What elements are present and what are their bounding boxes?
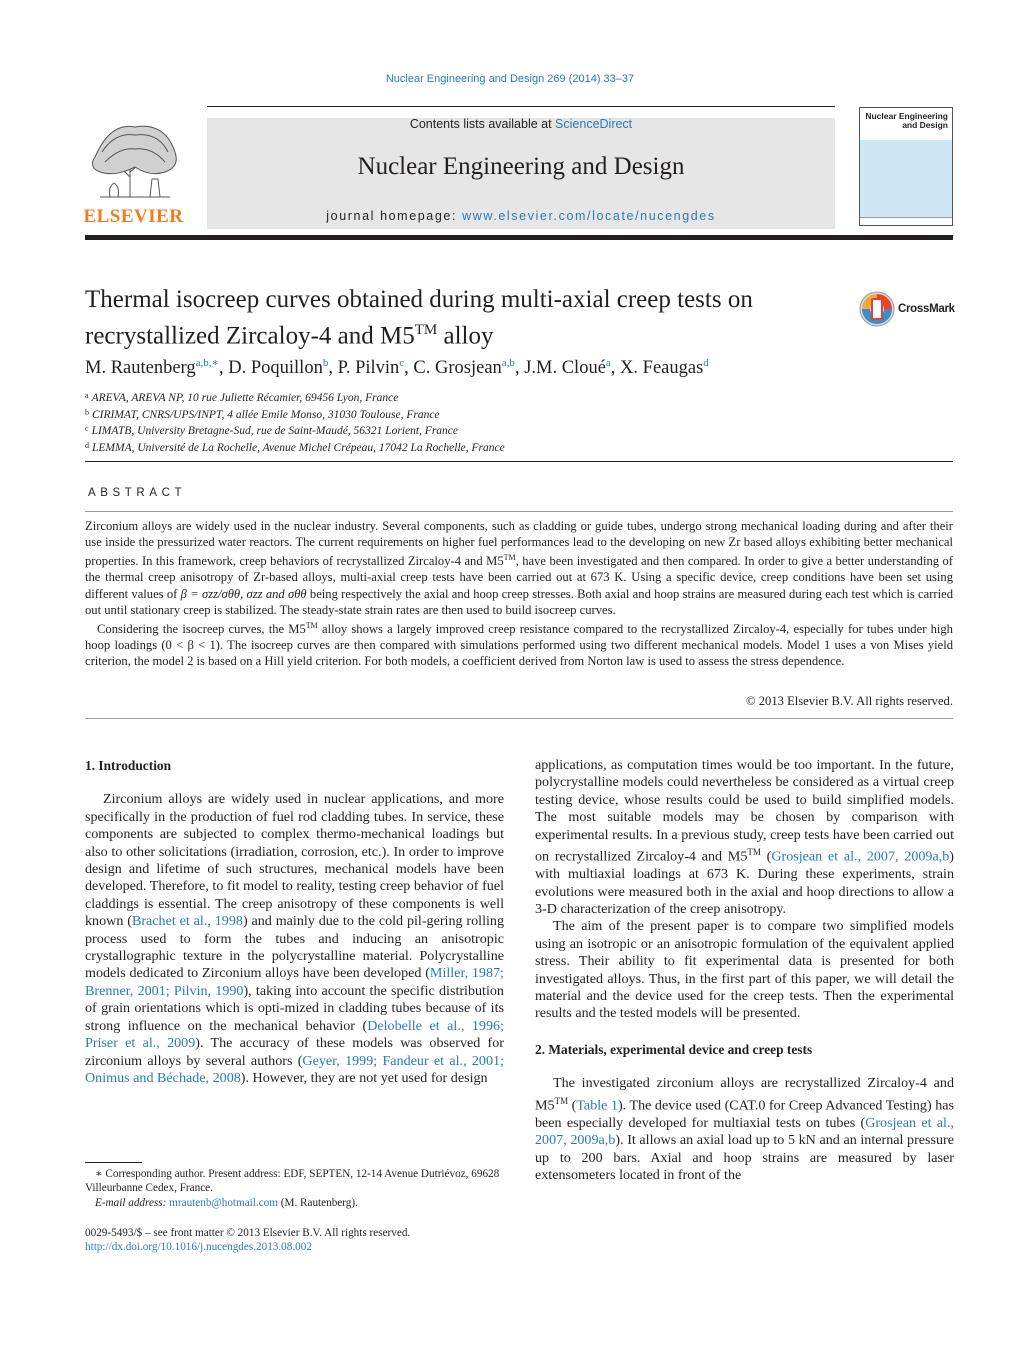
body-column-left	[85, 757, 504, 1087]
author[interactable]: X. Feaugas	[620, 358, 704, 378]
article-title: Thermal isocreep curves obtained during multi-axial creep tests on recrystallized Zircaloy-4 and M5™ alloy	[85, 286, 753, 350]
section-heading: 1. Introduction	[85, 758, 172, 773]
crossmark-badge[interactable]	[858, 290, 958, 330]
abstract-copyright: © 2013 Elsevier B.V. All rights reserved.	[746, 694, 953, 708]
citation-link[interactable]: Table 1	[576, 1097, 618, 1114]
body-paragraph: The aim of the present paper is to compare two simplified models using an isotropic or an anisotropic formulation of the equivalent applied stress. Their ability to fit experimental data is presented for both investigated alloys. Thus, in the first part of this paper, we will detail the material and the device used for the creep tests. Then the experimental results and the tested models will be presented.	[535, 918, 954, 1022]
abstract-body	[85, 518, 953, 669]
crossmark-label: CrossMark	[898, 303, 955, 315]
journal-cover-thumbnail[interactable]	[859, 107, 953, 226]
affiliation: $^b$ CIRIMAT, CNRS/UPS/INPT, 4 allée Emile Monso, 31030 Toulouse, France	[85, 407, 440, 421]
journal-citation[interactable]: Nuclear Engineering and Design 269 (2014) 33–37	[385, 73, 635, 85]
email-link[interactable]: mrautenb@hotmail.com	[169, 1196, 278, 1209]
author-affil-mark[interactable]: b	[322, 357, 329, 369]
author-affil-mark[interactable]: a,b	[501, 357, 515, 369]
citation-link[interactable]: Miller, 1987; Brenner, 2001; Pilvin, 1990	[85, 965, 504, 999]
footnote-rule	[85, 1162, 142, 1163]
journal-homepage-line	[207, 209, 835, 223]
header-thick-rule	[85, 235, 953, 240]
issn-block	[85, 1226, 505, 1255]
author[interactable]: C. Grosjean	[413, 358, 502, 378]
homepage-prefix: journal homepage:	[326, 209, 463, 223]
citation-link[interactable]: Geyer, 1999; Fandeur et al., 2001; Onimus and Béchade, 2008	[85, 1052, 504, 1086]
author-affil-mark[interactable]: c	[399, 357, 405, 369]
doi-link[interactable]: http://dx.doi.org/10.1016/j.nucengdes.2013.08.002	[85, 1241, 312, 1254]
cover-footer	[860, 217, 952, 225]
citation-link[interactable]: Grosjean et al., 2007, 2009a,b	[771, 848, 950, 865]
cover-title: Nuclear Engineering and Design	[865, 111, 948, 130]
affiliation: $^c$ LIMATB, University Bretagne-Sud, rue de Saint-Maudé, 56321 Lorient, France	[85, 424, 459, 438]
section-heading: 2. Materials, experimental device and creep tests	[535, 1041, 813, 1057]
citation-link[interactable]: Grosjean et al., 2007, 2009a,b	[535, 1114, 954, 1149]
affiliation: $^a$ AREVA, AREVA NP, 10 rue Juliette Récamier, 69456 Lyon, France	[85, 391, 399, 404]
author-affil-mark[interactable]: a	[605, 357, 611, 369]
citation-link[interactable]: Brachet et al., 1998	[131, 913, 243, 930]
abstract-paragraph: Zirconium alloys are widely used in the nuclear industry. Several components, such as cladding or guide tubes, undergo strong mechanical loading during and after their use inside the pressurized water reactors. The current requirements on higher fuel performances lead to the developing on new Zr based alloys exhibiting better mechanical properties. In this framework, creep behaviors of recrystallized Zircaloy-4 and M5™, have been investigated and then compared. In order to give a better understanding of the thermal creep anisotropy of Zr-based alloys, multi-axial creep tests have been carried out at 673 K. Using a specific device, creep conditions have been set using different values of β = σzz/σθθ, σzz and σθθ being respectively the axial and hoop creep stresses. Both axial and hoop strains are measured during each test which is carried out until stationary creep is stabilized. The steady-state strain rates are then used to build isocreep curves.	[85, 519, 954, 617]
author[interactable]: J.M. Cloué	[524, 358, 606, 378]
author-list: M. Rautenberg$^{a,b,∗}$, D. Poquillon$^b$, P. Pilvin$^c$, C. Grosjean$^{a,b}$, J.M. Cloué$^a$, X. Feaugas$^d$	[85, 357, 709, 378]
corresponding-footnote: ∗ Corresponding author. Present address: EDF, SEPTEN, 12-14 Avenue Dutriévoz, 69628 Villeurbanne Cedex, France. E-mail address: mrautenb@hotmail.com (M. Rautenberg).	[85, 1167, 505, 1210]
journal-name: Nuclear Engineering and Design	[357, 153, 685, 180]
body-paragraph: applications, as computation times would be too important. In the future, polycrystalline models could nevertheless be considered as a virtual creep testing device, whose results could be used to build simplified models. The most suitable models may be chosen by comparison with experimental results. In a previous study, creep tests have been carried out on recrystallized Zircaloy-4 and M5™ (Grosjean et al., 2007, 2009a,b) with multiaxial loadings at 673 K. During these experiments, strain evolutions were measured both in the axial and hoop directions to allow a 3-D characterization of the creep anisotropy.	[535, 757, 954, 917]
corresponding-author-note: ∗ Corresponding author. Present address: EDF, SEPTEN, 12-14 Avenue Dutriévoz, 69628 Villeurbanne Cedex, France.	[85, 1168, 500, 1195]
elsevier-wordmark: ELSEVIER	[83, 206, 184, 227]
affiliation-list	[85, 389, 955, 455]
header-top-rule	[207, 106, 835, 107]
abstract-paragraph: Considering the isocreep curves, the M5™ alloy shows a largely improved creep resistance compared to the recrystallized Zircaloy-4, especially for tubes under high hoop loadings (0 < β < 1). The isocreep curves are then compared with simulations performed using two different mechanical models. Model 1 uses a von Mises yield criterion, the model 2 is based on a Hill yield criterion. For both models, a coefficient derived from Norton law is used to assess the stress dependence.	[85, 620, 953, 669]
citation-link[interactable]: Delobelle et al., 1996; Priser et al., 2009	[85, 1017, 504, 1052]
body-column-right	[535, 757, 954, 1184]
abstract-heading: ABSTRACT	[88, 487, 187, 499]
affiliation: $^d$ LEMMA, Université de La Rochelle, Avenue Michel Crépeau, 17042 La Rochelle, France	[85, 440, 505, 454]
crossmark-icon	[858, 290, 896, 328]
cover-image	[860, 140, 952, 217]
divider	[85, 511, 953, 512]
author-affil-mark[interactable]: a,b,∗	[195, 357, 219, 369]
contents-line	[207, 117, 835, 131]
author[interactable]: M. Rautenberg	[85, 358, 196, 378]
cover-header	[860, 108, 952, 140]
superscript: TM	[747, 847, 761, 858]
email-label: E-mail address:	[95, 1196, 170, 1209]
author-affil-mark[interactable]: d	[703, 357, 709, 369]
superscript: TM	[554, 1095, 569, 1106]
sciencedirect-link[interactable]: ScienceDirect	[555, 117, 633, 131]
issn-line: 0029-5493/$ – see front matter © 2013 Elsevier B.V. All rights reserved.	[85, 1227, 411, 1239]
homepage-link[interactable]: www.elsevier.com/locate/nucengdes	[462, 209, 716, 223]
body-paragraph: The investigated zirconium alloys are recrystallized Zircaloy-4 and M5™ (Table 1). The device used (CAT.0 for Creep Advanced Testing) has been especially developed for multiaxial tests on tubes (Grosjean et al., 2007, 2009a,b). It allows an axial load up to 5 kN and an internal pressure up to 200 bars. Axial and hoop strains are measured by laser extensometers located in front of the	[535, 1075, 955, 1183]
divider	[85, 718, 953, 719]
body-paragraph: Zirconium alloys are widely used in nuclear applications, and more specifically in the production of fuel rod cladding tubes. In service, these components are subjected to complex thermo-mechanical loadings but also to other solicitations (irradiation, corrosion, etc.). In order to improve design and lifetime of such structures, mechanical models have been developed. Therefore, to fit model to reality, testing creep behavior of fuel claddings is essential. The creep anisotropy of these components is well known (Brachet et al., 1998) and mainly due to the cold pil-gering rolling process used to form the tubes and inducing an anisotropic crystallographic texture in the polycrystalline material. Polycrystalline models dedicated to Zirconium alloys have been developed (Miller, 1987; Brenner, 2001; Pilvin, 1990), taking into account the specific distribution of grain orientations which is opti-mized in cladding tubes because of its strong influence on the mechanical behavior (Delobelle et al., 1996; Priser et al., 2009). The accuracy of these models was observed for zirconium alloys by several authors (Geyer, 1999; Fandeur et al., 2001; Onimus and Béchade, 2008). However, they are not yet used for design	[85, 791, 504, 1086]
author[interactable]: D. Poquillon	[228, 358, 323, 378]
author[interactable]: P. Pilvin	[337, 358, 400, 378]
divider	[85, 461, 953, 462]
contents-prefix: Contents lists available at	[409, 117, 556, 131]
